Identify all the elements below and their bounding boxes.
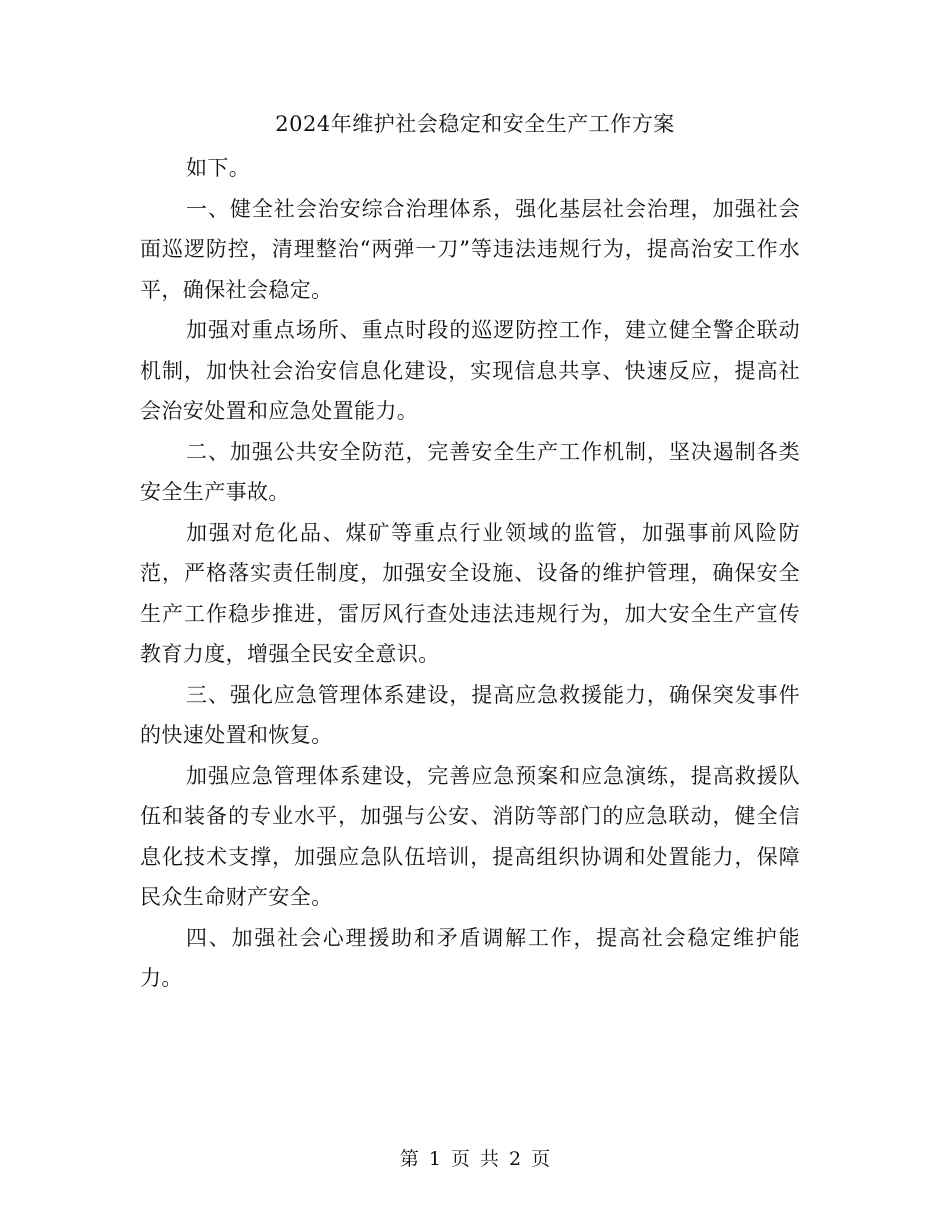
paragraph-section-3-detail: 加强应急管理体系建设，完善应急预案和应急演练，提高救援队伍和装备的专业水平，加强与公安、消防等部门的应急联动，健全信息化技术支撑，加强应急队伍培训，提高组织协调和处置能力，保障民众生命财产安全。 <box>140 763 800 909</box>
paragraph-intro: 如下。 <box>186 156 251 180</box>
paragraph-section-3: 三、强化应急管理体系建设，提高应急救援能力，确保突发事件的快速处置和恢复。 <box>140 682 800 747</box>
paragraph-section-1: 一、健全社会治安综合治理体系，强化基层社会治理，加强社会面巡逻防控，清理整治“两弹一刀”等违法违规行为，提高治安工作水平，确保社会稳定。 <box>140 196 800 302</box>
document-body <box>140 148 800 999</box>
paragraph-section-1-detail: 加强对重点场所、重点时段的巡逻防控工作，建立健全警企联动机制，加快社会治安信息化建设，实现信息共享、快速反应，提高社会治安处置和应急处置能力。 <box>140 318 800 423</box>
paragraph-section-2-detail: 加强对危化品、煤矿等重点行业领域的监管，加强事前风险防范，严格落实责任制度，加强安全设施、设备的维护管理，确保安全生产工作稳步推进，雷厉风行查处违法违规行为，加大安全生产宣传教育力度，增强全民安全意识。 <box>140 520 800 666</box>
document-title: 2024年维护社会稳定和安全生产工作方案 <box>275 112 675 136</box>
page-footer: 第 1 页 共 2 页 <box>399 1148 551 1170</box>
paragraph-section-4: 四、加强社会心理援助和矛盾调解工作，提高社会稳定维护能力。 <box>140 925 800 990</box>
paragraph-section-2: 二、加强公共安全防范，完善安全生产工作机制，坚决遏制各类安全生产事故。 <box>140 439 800 504</box>
